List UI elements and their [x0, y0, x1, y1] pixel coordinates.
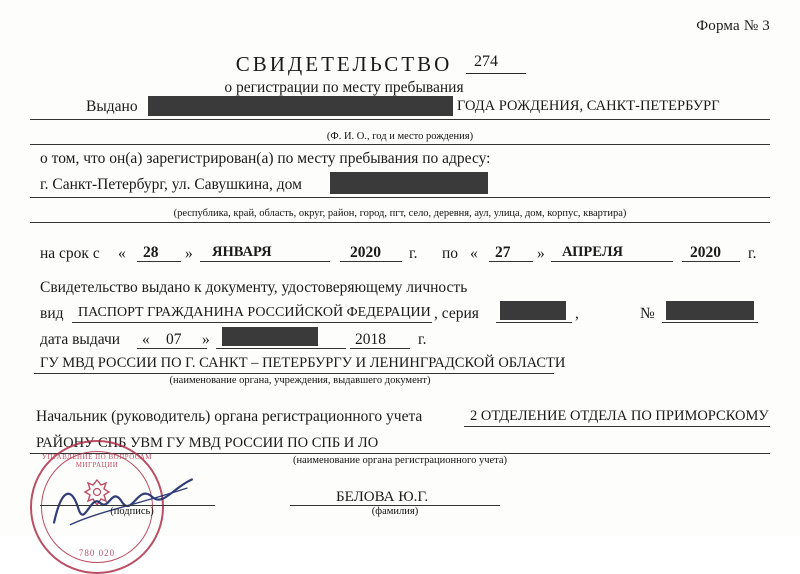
term-month-to-rule	[551, 261, 673, 262]
address-rule-2	[30, 222, 770, 223]
term-quote-open-to: «	[470, 245, 478, 262]
term-month-from: ЯНВАРЯ	[212, 244, 272, 260]
term-day-from-rule	[137, 261, 181, 262]
term-g-to: г.	[748, 245, 757, 262]
term-day-from: 28	[143, 244, 159, 261]
identity-series-label: , серия	[434, 305, 479, 322]
address-value: г. Санкт-Петербург, ул. Савушкина, дом	[40, 176, 302, 193]
term-year-from-rule	[340, 261, 402, 262]
term-quote-close-to: »	[537, 245, 545, 262]
identity-issue-date-label: дата выдачи	[40, 331, 121, 348]
term-day-to: 27	[495, 244, 511, 261]
identity-authority: ГУ МВД РОССИИ ПО Г. САНКТ – ПЕТЕРБУРГУ И ЛЕНИНГРАДСКОЙ ОБЛАСТИ	[40, 355, 566, 371]
issued-to-rule	[30, 119, 770, 120]
term-quote-open-from: «	[118, 245, 126, 262]
form-number: Форма № 3	[696, 18, 770, 34]
identity-number-rule	[662, 322, 758, 323]
stamp-top-text: УПРАВЛЕНИЕ ПО ВОПРОСАМ МИГРАЦИИ	[42, 453, 152, 469]
surname-caption: (фамилия)	[371, 506, 419, 517]
identity-issue-quote-open: «	[142, 331, 150, 348]
term-day-to-rule	[489, 261, 533, 262]
address-caption: (республика, край, область, округ, район, город, пгт, село, деревня, аул, улица, дом, корпус, квартира)	[173, 208, 627, 219]
identity-issue-year: 2018	[355, 331, 386, 348]
identity-type-value: ПАСПОРТ ГРАЖДАНИНА РОССИЙСКОЙ ФЕДЕРАЦИИ	[78, 305, 431, 320]
identity-series-rule	[496, 322, 572, 323]
address-rule	[30, 197, 770, 198]
issued-to-value: ГОДА РОЖДЕНИЯ, САНКТ-ПЕТЕРБУРГ	[457, 98, 720, 114]
chief-label: Начальник (руководитель) органа регистрационного учета	[36, 408, 423, 425]
term-month-to: АПРЕЛЯ	[562, 244, 624, 260]
identity-series-redaction	[500, 301, 566, 320]
chief-org-caption: (наименование органа регистрационного учета)	[292, 455, 508, 466]
term-year-to-rule	[682, 261, 740, 262]
identity-authority-rule	[34, 373, 554, 374]
fio-caption: (Ф. И. О., год и место рождения)	[326, 131, 474, 142]
identity-issue-month-redaction	[222, 327, 318, 346]
term-po: по	[442, 245, 459, 262]
signature-caption: (подпись)	[110, 506, 154, 517]
chief-surname: БЕЛОВА Ю.Г.	[336, 489, 429, 505]
chief-org-rule-1	[464, 426, 770, 427]
chief-org-line1: 2 ОТДЕЛЕНИЕ ОТДЕЛА ПО ПРИМОРСКОМУ	[470, 408, 769, 424]
identity-comma: ,	[575, 305, 579, 322]
term-month-from-rule	[200, 261, 330, 262]
registered-line: о том, что он(а) зарегистрирован(а) по месту пребывания по адресу:	[40, 150, 491, 167]
identity-type-label: вид	[40, 305, 64, 322]
identity-issue-day-rule	[137, 348, 207, 349]
chief-org-line2: РАЙОНУ СПБ УВМ ГУ МВД РОССИИ ПО СПБ И ЛО	[36, 435, 379, 451]
term-year-from: 2020	[350, 244, 381, 261]
identity-issue-month-rule	[216, 348, 346, 349]
certificate-number-rule	[466, 73, 526, 74]
term-year-to: 2020	[690, 244, 721, 261]
stamp-bottom-text: 780 020	[78, 548, 116, 558]
identity-type-rule	[72, 322, 432, 323]
identity-issue-quote-close: »	[202, 331, 210, 348]
page-subtitle	[0, 79, 800, 97]
identity-number-redaction	[666, 301, 754, 320]
issued-to-label: Выдано	[86, 98, 138, 115]
identity-authority-caption: (наименование органа, учреждения, выдавшего документ)	[169, 375, 431, 386]
page-subtitle-text: о регистрации по месту пребывания	[224, 79, 464, 96]
term-quote-close-from: »	[185, 245, 193, 262]
issued-to-rule-2	[30, 144, 770, 145]
identity-number-label: №	[640, 305, 655, 322]
term-g-from: г.	[409, 245, 418, 262]
issued-to-redaction	[148, 96, 453, 116]
address-redaction	[330, 172, 488, 194]
identity-intro: Свидетельство выдано к документу, удостоверяющему личность	[40, 279, 468, 296]
term-prefix: на срок с	[40, 245, 100, 262]
page-title-text: СВИДЕТЕЛЬСТВО	[235, 52, 453, 76]
identity-issue-year-rule	[350, 348, 410, 349]
identity-issue-day: 07	[166, 331, 182, 348]
certificate-number: 274	[474, 53, 498, 70]
identity-issue-g: г.	[418, 331, 427, 348]
page-title	[0, 52, 800, 77]
